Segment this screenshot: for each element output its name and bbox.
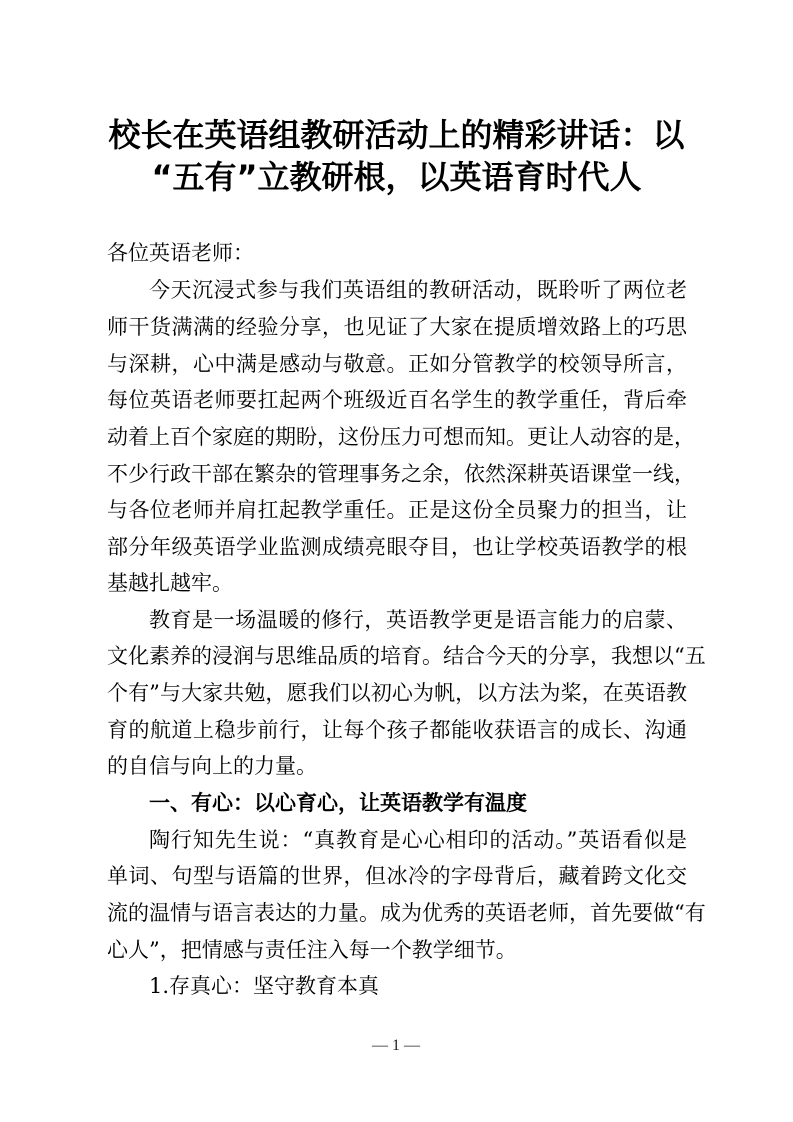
paragraph-1-line: 与深耕，心中满是感动与敬意。正如分管教学的校领导所言， xyxy=(107,352,687,376)
paragraph-3-line: 流的温情与语言表达的力量。成为优秀的英语老师，首先要做“有 xyxy=(107,901,706,925)
subsection-1-heading: 1.存真心：坚守教育本真 xyxy=(149,974,380,998)
paragraph-1-line: 今天沉浸式参与我们英语组的教研活动，既聆听了两位老 xyxy=(149,278,687,302)
paragraph-2-line: 育的航道上稳步前行，让每个孩子都能收获语言的成长、沟通 xyxy=(107,718,687,742)
paragraph-2-line: 文化素养的浸润与思维品质的培育。结合今天的分享，我想以“五 xyxy=(107,644,706,668)
section-1-heading: 一、有心：以心育心，让英语教学有温度 xyxy=(149,791,527,815)
paragraph-1-line: 基越扎越牢。 xyxy=(107,571,233,595)
paragraph-1-line: 动着上百个家庭的期盼，这份压力可想而知。更让人动容的是， xyxy=(107,425,695,449)
paragraph-3-line: 陶行知先生说：“真教育是心心相印的活动。”英语看似是 xyxy=(149,828,687,852)
paragraph-3-line: 心人”，把情感与责任注入每一个教学细节。 xyxy=(107,938,517,962)
paragraph-3-line: 单词、句型与语篇的世界，但冰冷的字母背后，藏着跨文化交 xyxy=(107,864,687,888)
paragraph-1-line: 不少行政干部在繁杂的管理事务之余，依然深耕英语课堂一线， xyxy=(107,462,695,486)
paragraph-1-line: 部分年级英语学业监测成绩亮眼夺目，也让学校英语教学的根 xyxy=(107,535,687,559)
page-number: — 1 — xyxy=(372,1037,420,1054)
paragraph-2-line: 个有”与大家共勉，愿我们以初心为帆，以方法为桨，在英语教 xyxy=(107,681,687,705)
paragraph-2-line: 教育是一场温暖的修行，英语教学更是语言能力的启蒙、 xyxy=(149,608,687,632)
paragraph-1-line: 与各位老师并肩扛起教学重任。正是这份全员聚力的担当，让 xyxy=(107,498,687,522)
document-title-line-1: 校长在英语组教研活动上的精彩讲话：以 xyxy=(108,116,685,154)
paragraph-1-line: 师干货满满的经验分享，也见证了大家在提质增效路上的巧思 xyxy=(107,315,687,339)
salutation: 各位英语老师： xyxy=(107,241,254,265)
paragraph-2-line: 的自信与向上的力量。 xyxy=(107,754,317,778)
paragraph-1-line: 每位英语老师要扛起两个班级近百名学生的教学重任，背后牵 xyxy=(107,388,687,412)
document-title-line-2: “五有”立教研根，以英语育时代人 xyxy=(151,158,642,196)
